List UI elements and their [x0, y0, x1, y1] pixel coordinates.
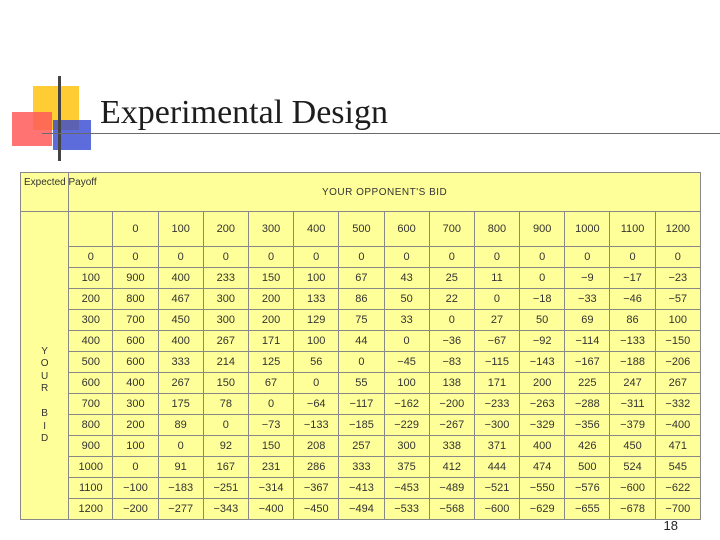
payoff-cell: −185: [339, 415, 384, 436]
row-group-letter: U: [40, 370, 49, 382]
your-bid-header: 100: [69, 268, 113, 289]
opponent-bid-header: 800: [474, 212, 519, 247]
payoff-cell: 200: [248, 289, 293, 310]
header-row-group: [21, 173, 701, 212]
payoff-cell: −188: [610, 352, 655, 373]
payoff-cell: 400: [520, 436, 565, 457]
your-bid-header: 1200: [69, 499, 113, 520]
payoff-cell: 78: [203, 394, 248, 415]
payoff-cell: −17: [610, 268, 655, 289]
payoff-cell: −332: [655, 394, 700, 415]
payoff-cell: 0: [610, 247, 655, 268]
payoff-cell: 300: [113, 394, 158, 415]
payoff-cell: 89: [158, 415, 203, 436]
opponent-bid-header: 700: [429, 212, 474, 247]
your-bid-header: 900: [69, 436, 113, 457]
payoff-cell: −133: [610, 331, 655, 352]
table-row: [21, 499, 701, 520]
payoff-cell: 267: [655, 373, 700, 394]
decor-vertical-line: [58, 76, 61, 161]
payoff-cell: 86: [339, 289, 384, 310]
payoff-cell: 100: [294, 268, 339, 289]
payoff-cell: 375: [384, 457, 429, 478]
corner-label: Expected Payoff: [21, 173, 69, 212]
payoff-cell: 450: [610, 436, 655, 457]
payoff-cell: −57: [655, 289, 700, 310]
payoff-cell: 426: [565, 436, 610, 457]
payoff-cell: −343: [203, 499, 248, 520]
payoff-cell: 200: [113, 415, 158, 436]
payoff-cell: 400: [113, 373, 158, 394]
payoff-cell: −233: [474, 394, 519, 415]
table-row: [21, 394, 701, 415]
title-underline: [42, 133, 720, 134]
payoff-cell: 100: [655, 310, 700, 331]
payoff-cell: −400: [248, 499, 293, 520]
payoff-table: [20, 172, 701, 520]
payoff-cell: 138: [429, 373, 474, 394]
payoff-cell: 371: [474, 436, 519, 457]
payoff-cell: 22: [429, 289, 474, 310]
payoff-cell: −117: [339, 394, 384, 415]
opponent-bid-header: 500: [339, 212, 384, 247]
payoff-cell: 0: [339, 352, 384, 373]
payoff-cell: 500: [565, 457, 610, 478]
payoff-cell: 125: [248, 352, 293, 373]
payoff-cell: 150: [248, 436, 293, 457]
payoff-cell: −300: [474, 415, 519, 436]
opponent-bid-header: 300: [248, 212, 293, 247]
payoff-cell: −494: [339, 499, 384, 520]
decor-red-square: [12, 112, 52, 146]
table-row: [21, 289, 701, 310]
payoff-cell: −251: [203, 478, 248, 499]
payoff-cell: 200: [248, 310, 293, 331]
payoff-cell: 231: [248, 457, 293, 478]
your-bid-header: 600: [69, 373, 113, 394]
payoff-cell: 0: [248, 247, 293, 268]
row-group-letter: Y: [41, 345, 48, 357]
payoff-cell: −115: [474, 352, 519, 373]
payoff-cell: 0: [339, 247, 384, 268]
payoff-cell: 200: [520, 373, 565, 394]
header-row-bids: [21, 212, 701, 247]
payoff-cell: 50: [520, 310, 565, 331]
payoff-cell: 524: [610, 457, 655, 478]
payoff-cell: 86: [610, 310, 655, 331]
payoff-cell: 267: [158, 373, 203, 394]
blank-header-cell: [69, 212, 113, 247]
payoff-cell: −229: [384, 415, 429, 436]
payoff-cell: −413: [339, 478, 384, 499]
table-row: [21, 436, 701, 457]
your-bid-header: 400: [69, 331, 113, 352]
payoff-cell: −550: [520, 478, 565, 499]
payoff-cell: 67: [339, 268, 384, 289]
payoff-cell: −489: [429, 478, 474, 499]
opponent-bid-header: 600: [384, 212, 429, 247]
payoff-cell: 333: [339, 457, 384, 478]
payoff-cell: −568: [429, 499, 474, 520]
payoff-cell: 92: [203, 436, 248, 457]
payoff-cell: −33: [565, 289, 610, 310]
payoff-cell: −576: [565, 478, 610, 499]
payoff-cell: −678: [610, 499, 655, 520]
payoff-cell: 0: [158, 436, 203, 457]
payoff-cell: −36: [429, 331, 474, 352]
payoff-cell: −200: [113, 499, 158, 520]
table-row: [21, 352, 701, 373]
payoff-cell: 600: [113, 331, 158, 352]
payoff-cell: −277: [158, 499, 203, 520]
payoff-cell: 444: [474, 457, 519, 478]
payoff-cell: −150: [655, 331, 700, 352]
payoff-cell: −267: [429, 415, 474, 436]
payoff-cell: 175: [158, 394, 203, 415]
row-group-letter: [21, 396, 68, 409]
payoff-cell: −114: [565, 331, 610, 352]
row-group-letter: O: [40, 358, 49, 369]
payoff-cell: −655: [565, 499, 610, 520]
page-number: 18: [663, 518, 678, 533]
payoff-cell: −162: [384, 394, 429, 415]
opponent-bid-header: 0: [113, 212, 158, 247]
payoff-cell: 100: [113, 436, 158, 457]
your-bid-header: 700: [69, 394, 113, 415]
your-bid-header: 200: [69, 289, 113, 310]
payoff-cell: −622: [655, 478, 700, 499]
row-group-letter: I: [43, 420, 46, 432]
payoff-cell: 50: [384, 289, 429, 310]
payoff-cell: −521: [474, 478, 519, 499]
payoff-cell: −600: [474, 499, 519, 520]
payoff-cell: 150: [248, 268, 293, 289]
table-row: [21, 415, 701, 436]
payoff-cell: 0: [248, 394, 293, 415]
payoff-cell: 0: [294, 247, 339, 268]
opponent-bid-header: 200: [203, 212, 248, 247]
payoff-cell: 0: [474, 289, 519, 310]
payoff-cell: 0: [384, 247, 429, 268]
opponent-bid-header: 1000: [565, 212, 610, 247]
payoff-cell: 100: [294, 331, 339, 352]
payoff-cell: −92: [520, 331, 565, 352]
payoff-cell: 800: [113, 289, 158, 310]
payoff-cell: −67: [474, 331, 519, 352]
payoff-cell: 300: [203, 310, 248, 331]
payoff-cell: 233: [203, 268, 248, 289]
payoff-cell: −46: [610, 289, 655, 310]
opponent-bid-header: 1100: [610, 212, 655, 247]
payoff-cell: 44: [339, 331, 384, 352]
row-group-letter: D: [40, 433, 49, 444]
payoff-cell: 300: [384, 436, 429, 457]
opponent-bid-header: 1200: [655, 212, 700, 247]
opponent-bid-header: 400: [294, 212, 339, 247]
table-row: [21, 457, 701, 478]
payoff-cell: −400: [655, 415, 700, 436]
payoff-cell: 43: [384, 268, 429, 289]
row-group-label: [21, 212, 69, 520]
payoff-cell: 56: [294, 352, 339, 373]
payoff-cell: 0: [520, 268, 565, 289]
payoff-cell: 450: [158, 310, 203, 331]
payoff-cell: −143: [520, 352, 565, 373]
payoff-cell: 412: [429, 457, 474, 478]
payoff-cell: 11: [474, 268, 519, 289]
payoff-cell: −9: [565, 268, 610, 289]
payoff-cell: −700: [655, 499, 700, 520]
payoff-cell: 0: [429, 310, 474, 331]
payoff-cell: −263: [520, 394, 565, 415]
payoff-cell: 0: [384, 331, 429, 352]
row-group-letter: R: [40, 383, 49, 394]
payoff-cell: 700: [113, 310, 158, 331]
payoff-cell: 67: [248, 373, 293, 394]
payoff-cell: −629: [520, 499, 565, 520]
your-bid-header: 300: [69, 310, 113, 331]
payoff-cell: 150: [203, 373, 248, 394]
payoff-cell: −64: [294, 394, 339, 415]
payoff-cell: 338: [429, 436, 474, 457]
table-row: [21, 247, 701, 268]
payoff-cell: −83: [429, 352, 474, 373]
payoff-cell: 471: [655, 436, 700, 457]
payoff-cell: 27: [474, 310, 519, 331]
opponent-bid-header: 100: [158, 212, 203, 247]
table-row: [21, 478, 701, 499]
payoff-cell: 600: [113, 352, 158, 373]
row-group-letter: B: [41, 408, 48, 419]
payoff-cell: 55: [339, 373, 384, 394]
payoff-cell: 167: [203, 457, 248, 478]
payoff-cell: 467: [158, 289, 203, 310]
payoff-cell: 0: [203, 415, 248, 436]
payoff-cell: −311: [610, 394, 655, 415]
payoff-cell: −450: [294, 499, 339, 520]
payoff-cell: 133: [294, 289, 339, 310]
payoff-cell: 225: [565, 373, 610, 394]
payoff-cell: 0: [429, 247, 474, 268]
payoff-cell: 247: [610, 373, 655, 394]
payoff-cell: 171: [248, 331, 293, 352]
payoff-cell: −314: [248, 478, 293, 499]
payoff-cell: −288: [565, 394, 610, 415]
payoff-cell: 0: [113, 247, 158, 268]
payoff-cell: 0: [203, 247, 248, 268]
payoff-cell: 25: [429, 268, 474, 289]
payoff-cell: 333: [158, 352, 203, 373]
your-bid-header: 1000: [69, 457, 113, 478]
payoff-cell: 0: [158, 247, 203, 268]
payoff-cell: 69: [565, 310, 610, 331]
table-row: [21, 310, 701, 331]
payoff-cell: −600: [610, 478, 655, 499]
payoff-cell: 171: [474, 373, 519, 394]
payoff-cell: 267: [203, 331, 248, 352]
payoff-cell: −23: [655, 268, 700, 289]
payoff-cell: −100: [113, 478, 158, 499]
payoff-cell: −200: [429, 394, 474, 415]
payoff-cell: −206: [655, 352, 700, 373]
your-bid-header: 1100: [69, 478, 113, 499]
payoff-cell: 100: [384, 373, 429, 394]
your-bid-header: 0: [69, 247, 113, 268]
table-row: [21, 331, 701, 352]
payoff-cell: 0: [474, 247, 519, 268]
payoff-cell: 286: [294, 457, 339, 478]
your-bid-header: 500: [69, 352, 113, 373]
payoff-cell: 900: [113, 268, 158, 289]
payoff-cell: 400: [158, 331, 203, 352]
payoff-cell: 400: [158, 268, 203, 289]
payoff-cell: −183: [158, 478, 203, 499]
payoff-cell: 257: [339, 436, 384, 457]
payoff-cell: 545: [655, 457, 700, 478]
payoff-cell: 0: [113, 457, 158, 478]
column-group-label: YOUR OPPONENT'S BID: [69, 173, 701, 212]
payoff-cell: −167: [565, 352, 610, 373]
slide-title: Experimental Design: [100, 94, 388, 131]
payoff-cell: 91: [158, 457, 203, 478]
payoff-cell: 33: [384, 310, 429, 331]
payoff-cell: −73: [248, 415, 293, 436]
payoff-cell: −453: [384, 478, 429, 499]
payoff-cell: 474: [520, 457, 565, 478]
your-bid-header: 800: [69, 415, 113, 436]
payoff-cell: 300: [203, 289, 248, 310]
payoff-cell: −45: [384, 352, 429, 373]
payoff-cell: −18: [520, 289, 565, 310]
payoff-cell: −329: [520, 415, 565, 436]
payoff-cell: 129: [294, 310, 339, 331]
payoff-cell: −133: [294, 415, 339, 436]
payoff-cell: 0: [655, 247, 700, 268]
payoff-cell: 75: [339, 310, 384, 331]
payoff-cell: −533: [384, 499, 429, 520]
table-row: [21, 373, 701, 394]
payoff-cell: −356: [565, 415, 610, 436]
payoff-cell: −379: [610, 415, 655, 436]
payoff-cell: 214: [203, 352, 248, 373]
payoff-cell: 208: [294, 436, 339, 457]
table-row: [21, 268, 701, 289]
payoff-cell: 0: [565, 247, 610, 268]
payoff-cell: 0: [294, 373, 339, 394]
opponent-bid-header: 900: [520, 212, 565, 247]
payoff-cell: −367: [294, 478, 339, 499]
payoff-cell: 0: [520, 247, 565, 268]
